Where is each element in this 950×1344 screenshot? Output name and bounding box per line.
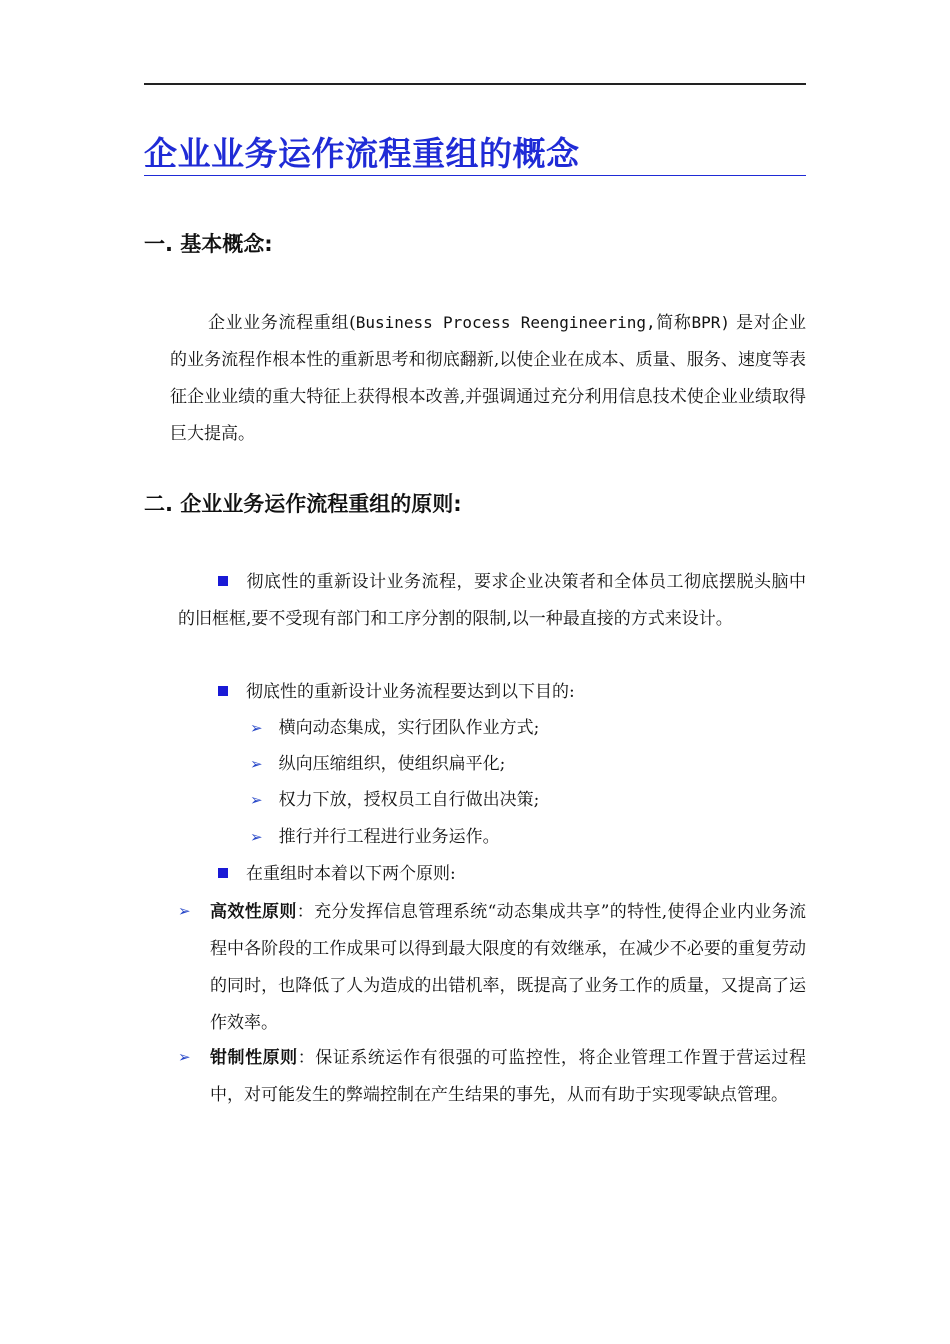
list-item: 彻底性的重新设计业务流程要达到以下目的: bbox=[218, 674, 575, 711]
intro-paragraph: 企业业务流程重组(Business Process Reengineering,简称BPR) 是对企业的业务流程作根本性的重新思考和彻底翻新,以使企业在成本、质量、服务、速度等表征企业业绩的重大特征上获得根本改善,并强调通过充分利用信息技术使企业业绩取得巨大提高。 bbox=[170, 313, 806, 444]
section-heading-principles: 二. 企业业务运作流程重组的原则: bbox=[144, 492, 462, 516]
principle-efficiency: 高效性原则：充分发挥信息管理系统“动态集成共享”的特性,使得企业内业务流程中各阶段的工作成果可以得到最大限度的有效继承，在减少不必要的重复劳动的同时，也降低了人为造成的出错机率，既提高了业务工作的质量，又提高了运作效率。 bbox=[210, 902, 806, 1033]
arrow-bullet-icon: ➢ bbox=[250, 828, 263, 846]
sub-list-item: ➢ 横向动态集成，实行团队作业方式; bbox=[250, 710, 539, 747]
list-item: 在重组时本着以下两个原则: bbox=[218, 856, 456, 893]
section-heading-basic-concept: 一. 基本概念: bbox=[144, 232, 273, 256]
page-title: 企业业务运作流程重组的概念 bbox=[144, 134, 580, 173]
sub-list-item: ➢ 纵向压缩组织，使组织扁平化; bbox=[250, 746, 505, 783]
arrow-bullet-icon: ➢ bbox=[250, 719, 263, 737]
square-bullet-icon bbox=[218, 868, 228, 878]
arrow-bullet-icon: ➢ bbox=[250, 755, 263, 773]
square-bullet-icon bbox=[218, 686, 228, 696]
title-underline bbox=[144, 175, 806, 176]
sub-list-item: ➢ 推行并行工程进行业务运作。 bbox=[250, 819, 500, 856]
principle-control: 钳制性原则：保证系统运作有很强的可监控性，将企业管理工作置于营运过程中，对可能发生的弊端控制在产生结果的事先，从而有助于实现零缺点管理。 bbox=[210, 1048, 807, 1105]
list-item: 彻底性的重新设计业务流程，要求企业决策者和全体员工彻底摆脱头脑中的旧框框,要不受现有部门和工序分割的限制,以一种最直接的方式来设计。 bbox=[178, 572, 806, 629]
arrow-bullet-icon: ➢ bbox=[178, 1048, 191, 1066]
sub-list-item: ➢ 权力下放，授权员工自行做出决策; bbox=[250, 782, 539, 819]
square-bullet-icon bbox=[218, 576, 228, 586]
arrow-bullet-icon: ➢ bbox=[178, 902, 191, 920]
arrow-bullet-icon: ➢ bbox=[250, 791, 263, 809]
header-rule bbox=[144, 83, 806, 85]
